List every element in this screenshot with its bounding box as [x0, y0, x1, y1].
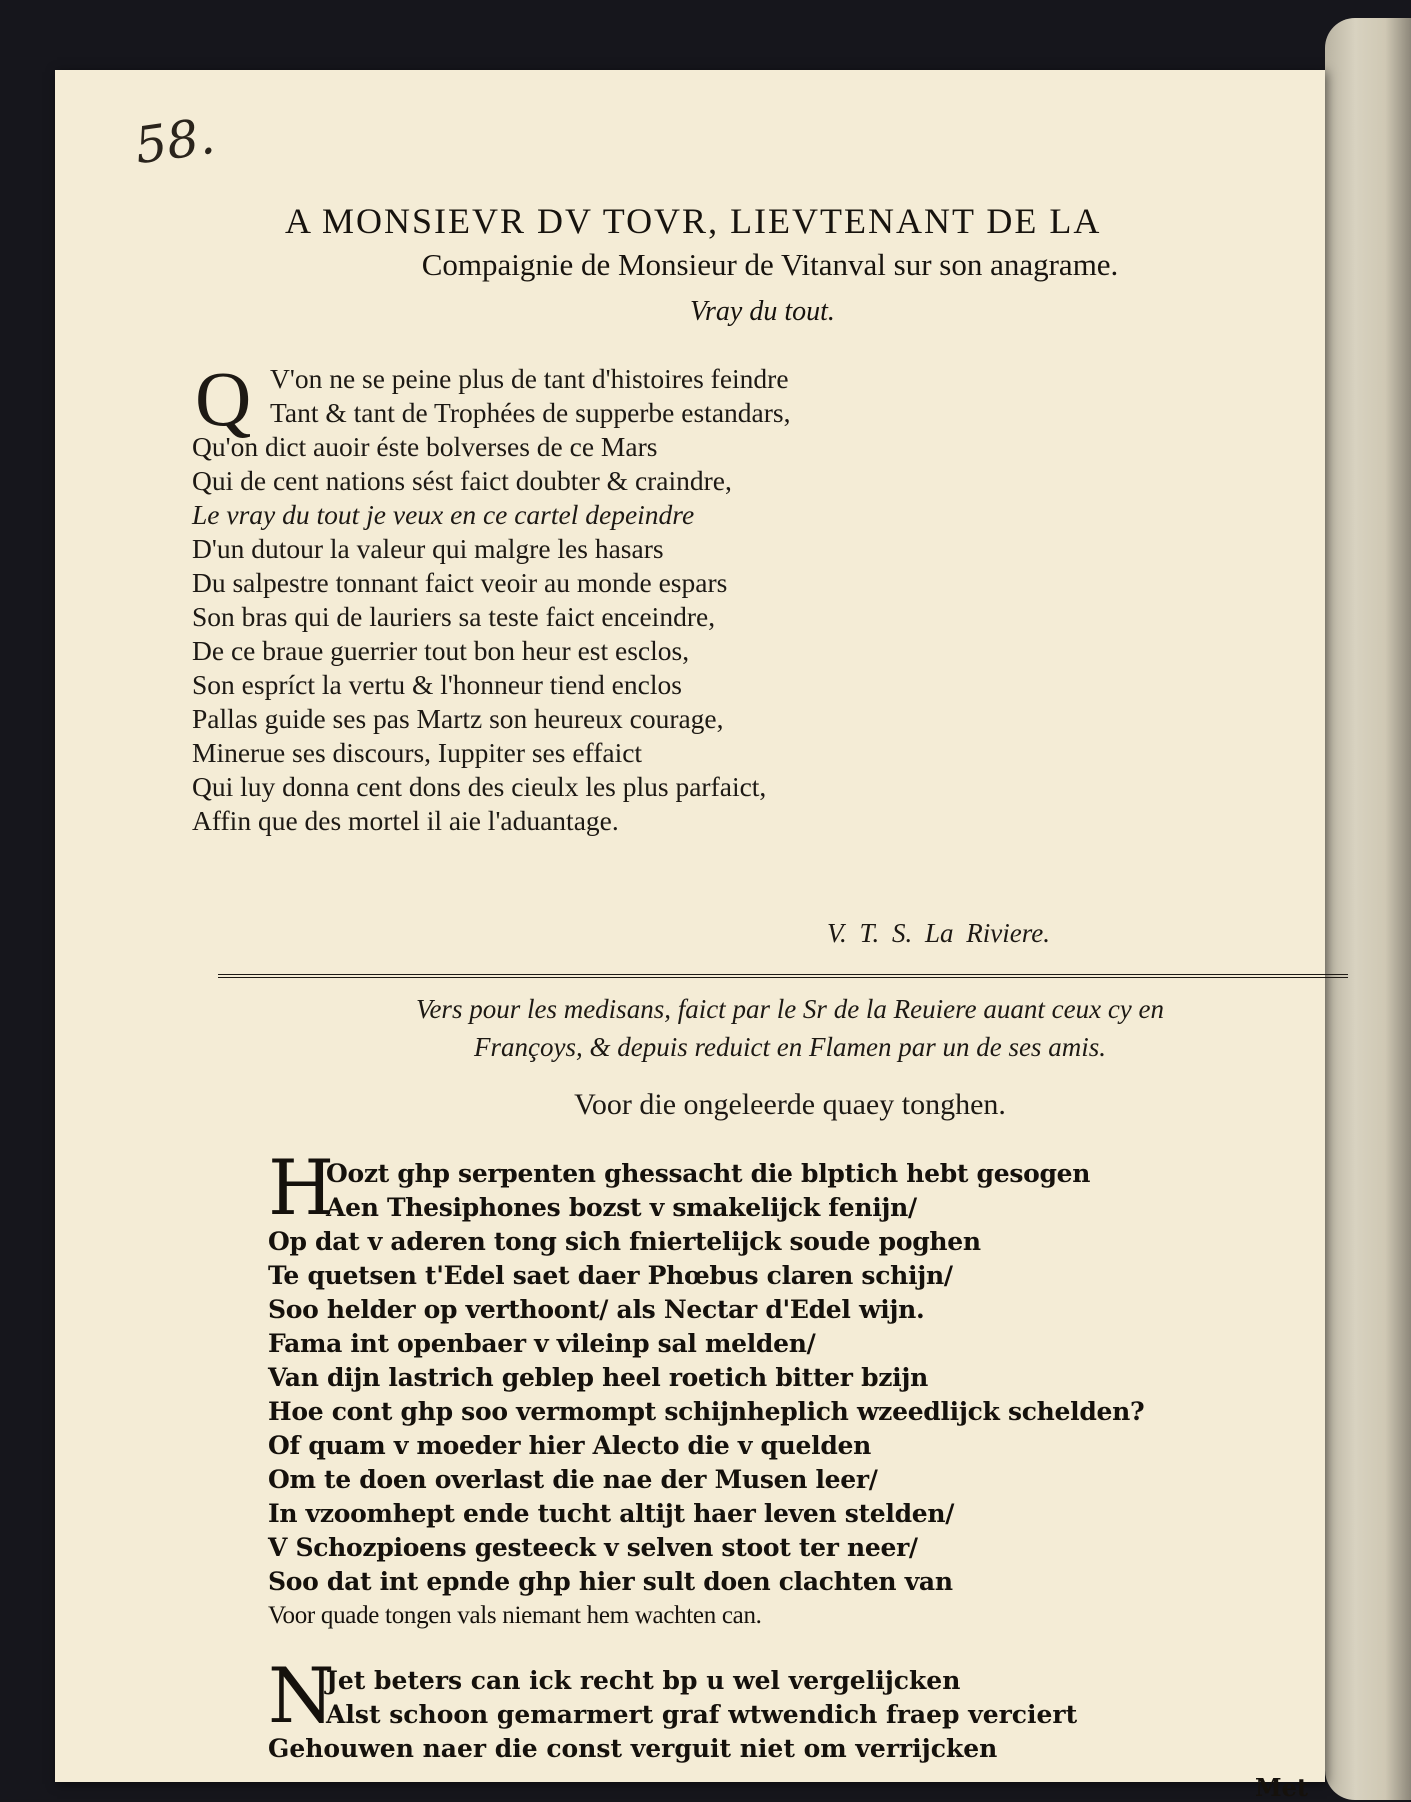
signature: V. T. S. La Riviere. [827, 918, 1050, 948]
poem-line: De ce braue guerrier tout bon heur est esclos, [192, 635, 690, 666]
poem-line: Qui luy donna cent dons des cieulx les plus parfaict, [192, 771, 767, 802]
poem-line: Fama int openbaer v vileinp sal melden/ [268, 1329, 816, 1358]
dutch-poem-2 [268, 1664, 1168, 1766]
drop-cap-h: H [268, 1143, 335, 1232]
dutch-poem [268, 1157, 1168, 1633]
dutch-subheading: Voor die ongeleerde quaey tonghen. [574, 1088, 1006, 1121]
poem-line: Son espríct la vertu & l'honneur tiend enclos [192, 669, 682, 700]
drop-cap-n: N [268, 1651, 335, 1740]
section-heading-line-1: Vers pour les medisans, faict par le Sr de la Reuiere auant ceux cy en [415, 994, 1165, 1024]
poem-line: Jet beters can ick recht bp u wel vergelijcken [326, 1666, 961, 1695]
title-line-1: A MONSIEVR DV TOVR, LIEVTENANT DE LA [285, 201, 1102, 241]
poem-line: Soo helder op verthoont/ als Nectar d'Edel wijn. [268, 1295, 925, 1324]
poem-line: Van dijn lastrich geblep heel roetich bitter bzijn [268, 1363, 928, 1392]
title-line-2: Compaignie de Monsieur de Vitanval sur son anagrame. [421, 247, 1119, 282]
poem-line: Hoe cont ghp soo vermompt schijnheplich wzeedlijck schelden? [268, 1397, 1145, 1426]
poem-line: Oozt ghp serpenten ghessacht die blptich hebt gesogen [326, 1159, 1091, 1188]
poem-line: Minerue ses discours, Iuppiter ses effaict [192, 737, 643, 768]
poem-line: V'on ne se peine plus de tant d'histoires feindre [270, 363, 789, 394]
facing-page-edge [1325, 18, 1411, 1800]
poem-line: Son bras qui de lauriers sa teste faict enceindre, [192, 601, 716, 632]
folio-number: 58. [131, 106, 219, 176]
poem-line: Affin que des mortel il aie l'aduantage. [192, 805, 619, 836]
poem-line: Tant & tant de Trophées de supperbe estandars, [270, 397, 791, 428]
poem-line: Le vray du tout je veux en ce cartel depeindre [192, 499, 695, 530]
poem-line: Du salpestre tonnant faict veoir au monde espars [192, 567, 728, 598]
section-heading [295, 990, 1285, 1066]
poem-line: V Schozpioens gesteeck v selven stoot ter neer/ [268, 1533, 918, 1562]
poem-line: Voor quade tongen vals niemant hem wachten can. [268, 1602, 762, 1629]
section-heading-line-2: Françoys, & depuis reduict en Flamen par un de ses amis. [474, 1032, 1106, 1062]
poem-line: Qu'on dict auoir éste bolverses de ce Mars [192, 431, 658, 462]
anagram: Vray du tout. [690, 296, 835, 327]
poem-line: Te quetsen t'Edel saet daer Phœbus claren schijn/ [268, 1261, 953, 1290]
poem-line: Pallas guide ses pas Martz son heureux courage, [192, 703, 724, 734]
poem-line: Op dat v aderen tong sich fniertelijck soude poghen [268, 1227, 981, 1256]
poem-line: Alst schoon gemarmert graf wtwendich fraep verciert [326, 1700, 1078, 1729]
french-sonnet [192, 355, 1072, 838]
poem-line: D'un dutour la valeur qui malgre les hasars [192, 533, 664, 564]
poem-line: Qui de cent nations sést faict doubter & craindre, [192, 465, 732, 496]
manuscript-page [55, 70, 1325, 1802]
catchword: Met [1255, 1773, 1308, 1802]
poem-line: In vzoomhept ende tucht altijt haer leven stelden/ [268, 1499, 955, 1528]
drop-cap-q: Q [195, 355, 252, 442]
poem-line: Aen Thesiphones bozst v smakelijck fenijn/ [326, 1193, 917, 1222]
poem-line: Om te doen overlast die nae der Musen leer/ [268, 1465, 878, 1494]
divider-rule [218, 974, 1348, 978]
poem-line: Of quam v moeder hier Alecto die v quelden [268, 1431, 872, 1460]
poem-line: Gehouwen naer die const verguit niet om verrijcken [268, 1734, 998, 1763]
poem-line: Soo dat int epnde ghp hier sult doen clachten van [268, 1567, 953, 1596]
